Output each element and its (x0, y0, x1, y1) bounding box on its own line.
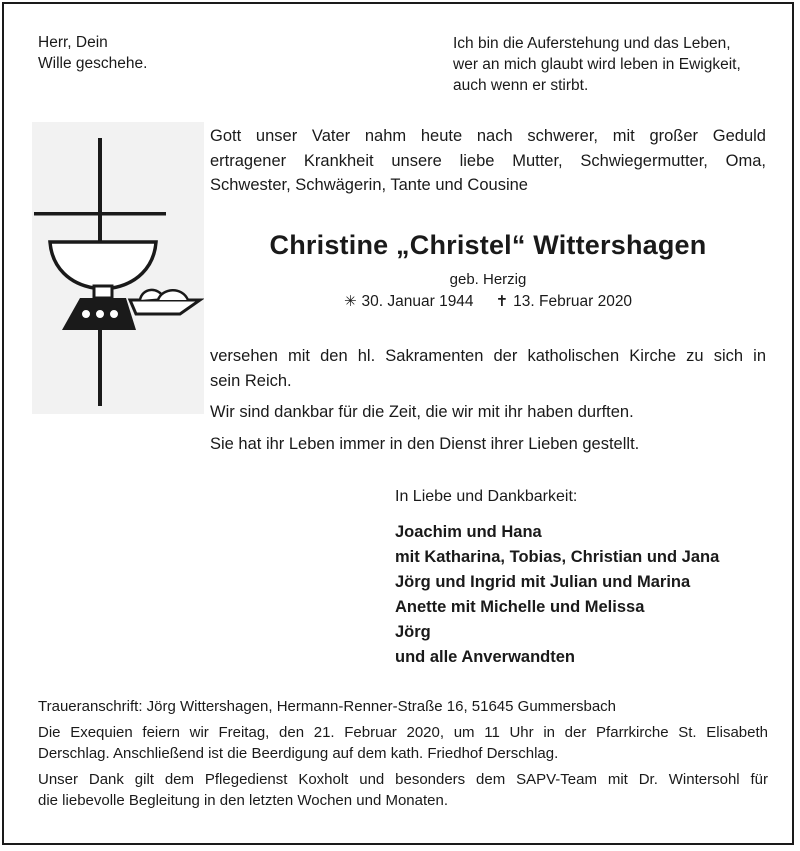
family-line: Jörg und Ingrid mit Julian und Marina (395, 573, 691, 591)
gratitude-line: Unser Dank gilt dem Pflegedienst Koxholt und besonders dem SAPV-Team mit Dr. Wintersohl für (38, 771, 768, 788)
intro-line: Schwester, Schwägerin, Tante und Cousine (210, 176, 528, 194)
death-date: 13. Februar 2020 (513, 293, 633, 310)
verse-right-line: Ich bin die Auferstehung und das Leben, (453, 35, 731, 52)
birth-name: geb. Herzig (449, 271, 527, 288)
family-line: Anette mit Michelle und Melissa (395, 598, 645, 616)
family-line: Jörg (395, 623, 431, 641)
verse-left-line: Wille geschehe. (38, 55, 148, 72)
verse-right (453, 33, 741, 96)
body-text (210, 344, 766, 463)
intro-line: Gott unser Vater nahm heute nach schwerer, mit großer Geduld (210, 127, 766, 145)
exequies-paragraph (38, 722, 768, 764)
sacrament-line: versehen mit den hl. Sakramenten der katholischen Kirche zu sich in (210, 347, 766, 365)
family-line: Joachim und Hana (395, 523, 542, 541)
service-paragraph: Sie hat ihr Leben immer in den Dienst ihrer Lieben gestellt. (210, 434, 640, 453)
intro-line: ertragener Krankheit unsere liebe Mutter, Schwiegermutter, Oma, (210, 151, 766, 170)
cross-chalice-bread-graphic (32, 122, 204, 414)
death-cross-icon: ✝ (495, 293, 509, 310)
family-line: und alle Anverwandten (395, 648, 576, 666)
verse-right-line: auch wenn er stirbt. (453, 77, 589, 94)
birth-date: 30. Januar 1944 (361, 293, 474, 310)
intro-text (210, 124, 766, 198)
family-list (395, 520, 719, 670)
family-line: mit Katharina, Tobias, Christian und Jana (395, 548, 720, 566)
sacrament-line: sein Reich. (210, 371, 292, 390)
verse-right-line: wer an mich glaubt wird leben in Ewigkeit, (453, 56, 741, 73)
exequies-line: Derschlag. Anschließend ist die Beerdigung auf dem kath. Friedhof Derschlag. (38, 745, 559, 762)
verse-left (38, 32, 147, 74)
sacrament-paragraph (210, 344, 766, 393)
cross-chalice-bread-icon (32, 122, 204, 419)
grateful-paragraph: Wir sind dankbar für die Zeit, die wir mit ihr haben durften. (210, 403, 634, 421)
gratitude-line: die liebevolle Begleitung in den letzten Wochen und Monaten. (38, 792, 449, 809)
thanks-label: In Liebe und Dankbarkeit: (395, 488, 578, 505)
verse-left-line: Herr, Dein (38, 34, 108, 51)
footer-info (38, 696, 768, 816)
gratitude-paragraph (38, 769, 768, 811)
deceased-name: Christine „Christel“ Wittershagen (269, 230, 707, 260)
exequies-line: Die Exequien feiern wir Freitag, den 21. Februar 2020, um 11 Uhr in der Pfarrkirche St. Elisabeth (38, 724, 768, 741)
obituary-notice (2, 2, 794, 845)
mourning-address: Traueranschrift: Jörg Wittershagen, Hermann-Renner-Straße 16, 51645 Gummersbach (38, 698, 617, 715)
life-dates (210, 292, 766, 311)
birth-star-icon: ✳ (343, 293, 357, 310)
